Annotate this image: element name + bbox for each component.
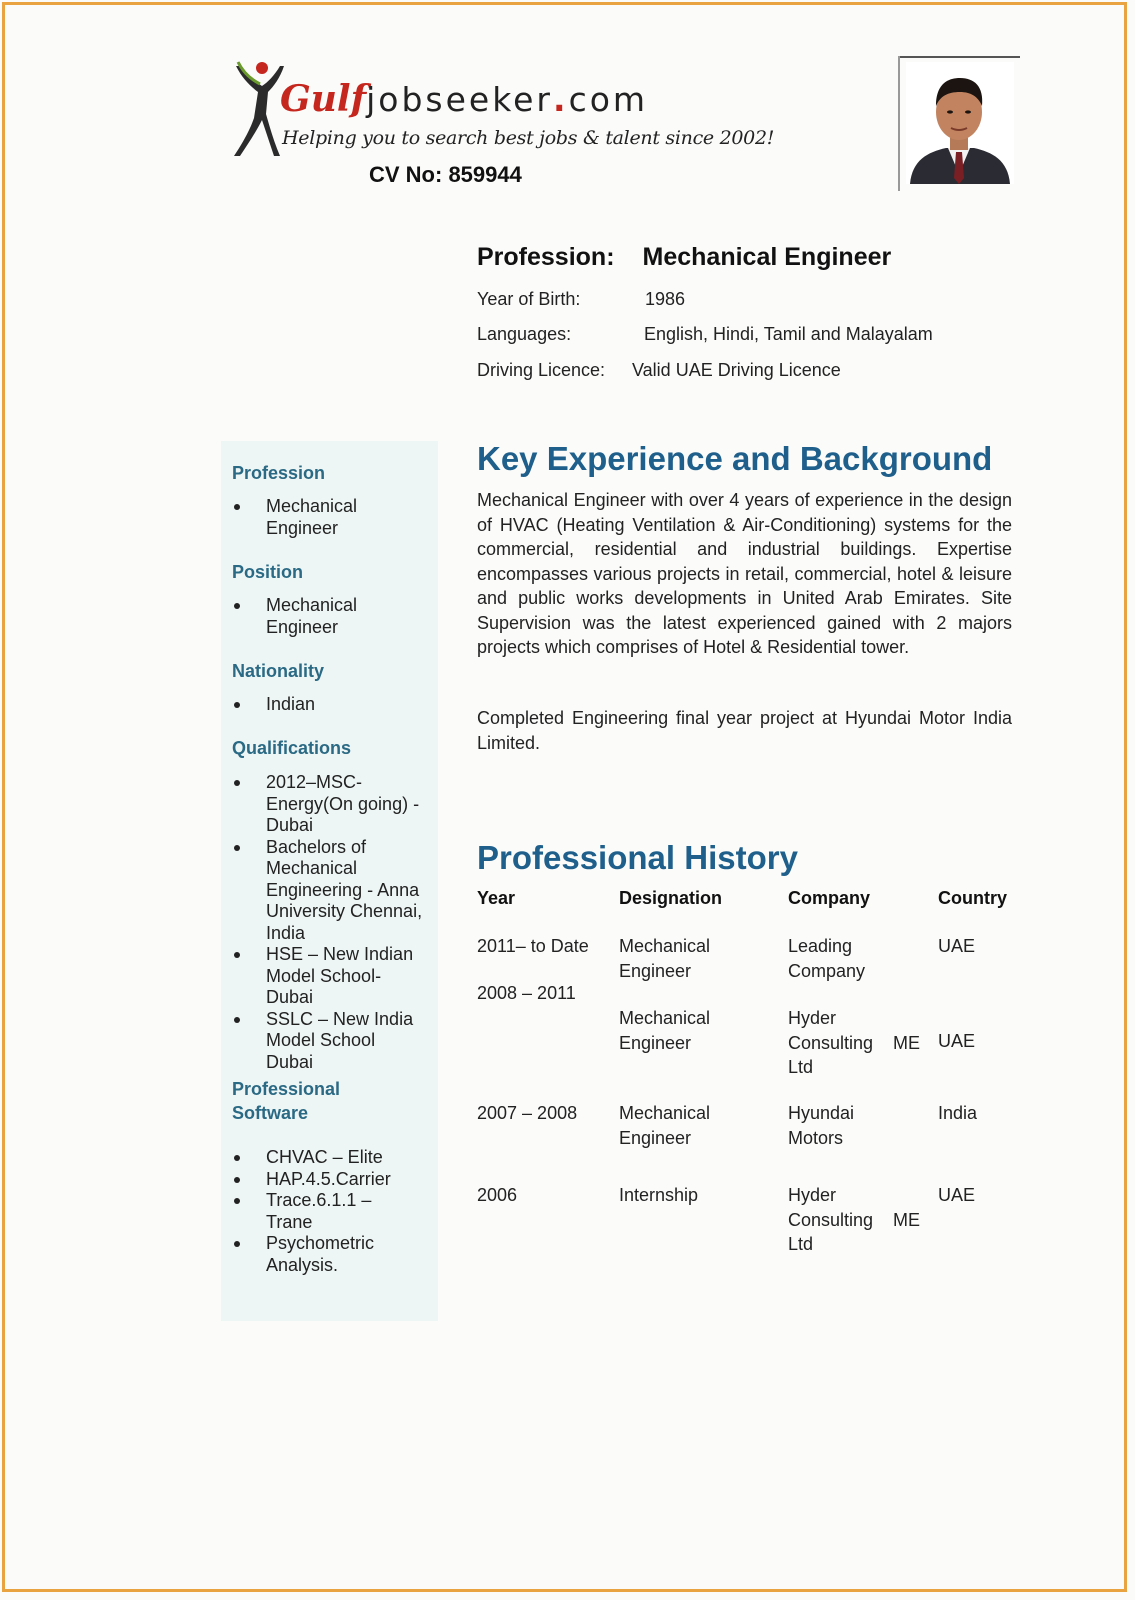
driving-licence-value: Valid UAE Driving Licence [632, 360, 841, 380]
column-header-company: Company [788, 888, 871, 908]
logo-tld: com [568, 80, 649, 119]
list-item: Indian [232, 694, 432, 716]
column-header-year: Year [477, 888, 516, 908]
profession-value: Mechanical Engineer [642, 243, 892, 271]
languages-value: English, Hindi, Tamil and Malayalam [644, 324, 933, 344]
page-border [2, 2, 1127, 1592]
company-logo [232, 58, 775, 168]
list-item: HSE – New Indian Model School-Dubai [232, 944, 424, 1009]
history-company: Hyder Consulting ME Ltd [788, 1185, 920, 1254]
logo-dot: . [553, 80, 569, 119]
list-item: Mechanical Engineer [232, 595, 432, 638]
sidebar-software-heading [232, 1077, 340, 1125]
sidebar-profession-list [232, 496, 432, 539]
list-item: Trace.6.1.1 – Trane [232, 1190, 402, 1233]
sidebar-qualifications-list [232, 772, 424, 1073]
sidebar-position-heading: Position [232, 562, 303, 582]
list-item: HAP.4.5.Carrier [232, 1169, 402, 1191]
jobseeker-figure-icon [232, 58, 284, 158]
history-heading: Professional History [477, 839, 798, 876]
history-year: 2011– to Date [477, 936, 589, 956]
experience-paragraph: Mechanical Engineer with over 4 years of experience in the design of HVAC (Heating Ventilation & Air-Conditioning) systems for the commercial, residential and industrial buildings. Expertise encompasses various projects in retail, commercial, hotel & leisure and public works developments in United Arab Emirates. Site Supervision was the latest experienced gained with 2 majors projects which comprises of Hotel & Residential tower. [477, 490, 1012, 657]
birth-year-value: 1986 [645, 289, 686, 309]
sidebar-nationality-list [232, 694, 432, 716]
history-country: UAE [938, 1031, 976, 1051]
profile-photo [898, 56, 1020, 191]
cv-number: CV No: 859944 [369, 162, 522, 187]
driving-licence-label: Driving Licence: [477, 360, 606, 380]
sidebar-nationality-heading: Nationality [232, 661, 325, 681]
profession-label: Profession: [477, 243, 615, 271]
history-company: Hyundai Motors [788, 1103, 855, 1148]
column-header-country: Country [938, 888, 1007, 908]
list-item: Psychometric Analysis. [232, 1233, 402, 1276]
software-heading-line2: Software [232, 1103, 309, 1123]
logo-tagline: Helping you to search best jobs & talent since 2002! [282, 127, 775, 149]
project-paragraph: Completed Engineering final year project at Hyundai Motor India Limited. [477, 708, 1012, 753]
history-designation: Internship [619, 1185, 699, 1205]
list-item: CHVAC – Elite [232, 1147, 402, 1169]
history-country: UAE [938, 1185, 976, 1205]
logo-name: jobseeker [366, 80, 554, 119]
sidebar-position-list [232, 595, 432, 638]
history-designation: Mechanical Engineer [619, 1008, 711, 1053]
software-heading-line1: Professional [232, 1079, 341, 1099]
logo-brand: Gulf [280, 78, 367, 120]
sidebar-qualifications-heading: Qualifications [232, 738, 352, 758]
list-item: SSLC – New India Model School Dubai [232, 1009, 424, 1074]
languages-label: Languages: [477, 324, 572, 344]
history-company: Hyder Consulting ME Ltd [788, 1008, 920, 1077]
history-country: UAE [938, 936, 976, 956]
history-country: India [938, 1103, 978, 1123]
list-item: Bachelors of Mechanical Engineering - Anna University Chennai, India [232, 837, 424, 945]
sidebar-profession-heading: Profession [232, 463, 326, 483]
history-year: 2008 – 2011 [477, 983, 576, 1003]
history-year: 2007 – 2008 [477, 1103, 578, 1123]
history-designation: Mechanical Engineer [619, 936, 711, 981]
birth-year-label: Year of Birth: [477, 289, 581, 309]
experience-heading: Key Experience and Background [477, 440, 993, 477]
history-year: 2006 [477, 1185, 518, 1205]
profile-title [477, 243, 891, 272]
sidebar-software-list [232, 1147, 402, 1276]
column-header-designation: Designation [619, 888, 723, 908]
list-item: Mechanical Engineer [232, 496, 432, 539]
history-company: Leading Company [788, 936, 866, 981]
history-designation: Mechanical Engineer [619, 1103, 711, 1148]
list-item: 2012–MSC-Energy(On going) - Dubai [232, 772, 424, 837]
logo-wordmark [280, 78, 648, 120]
